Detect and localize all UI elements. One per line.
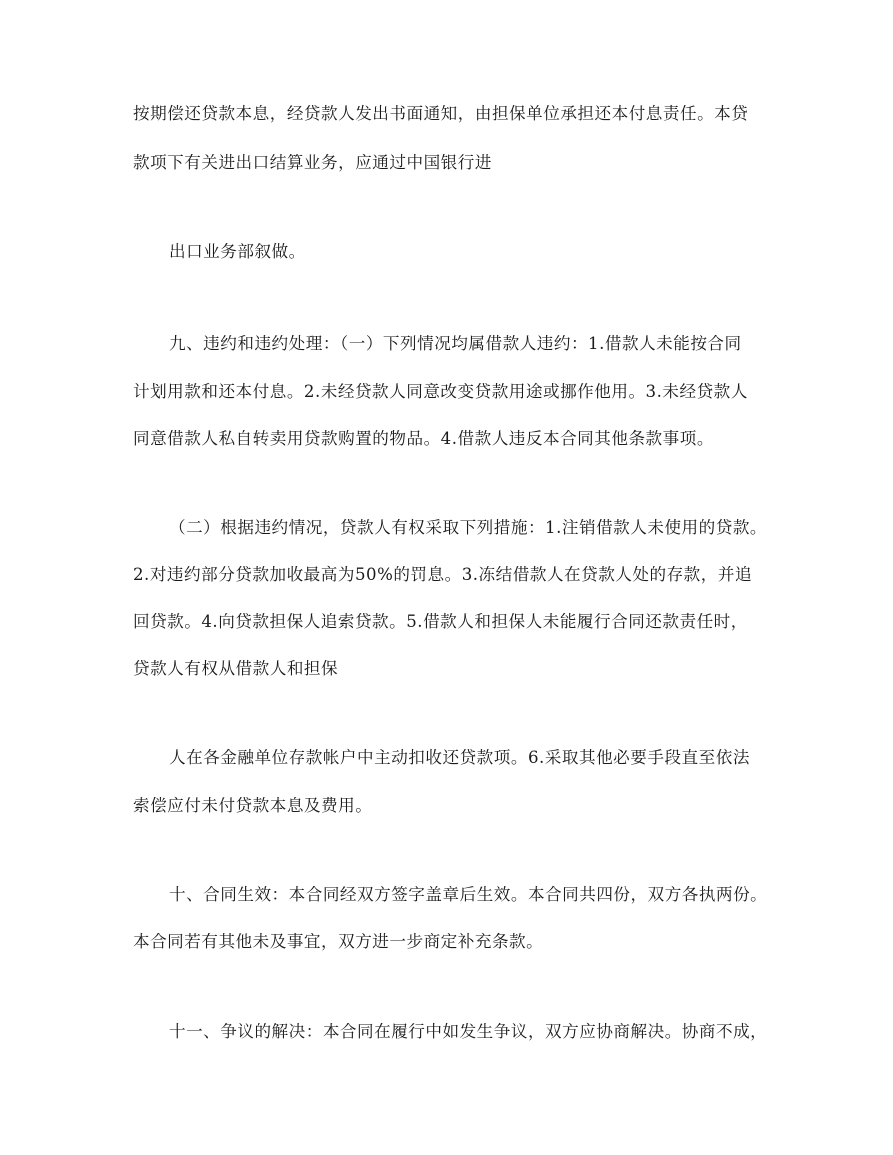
paragraph-breach-line-3: 同意借款人私自转卖用贷款购置的物品。4.借款人违反本合同其他条款事项。 xyxy=(133,429,714,448)
paragraph-dispute-line-1: 十一、争议的解决：本合同在履行中如发生争议，双方应协商解决。协商不成， xyxy=(169,1022,768,1041)
paragraph-import-export-line-1: 出口业务部叙做。 xyxy=(169,242,306,261)
paragraph-breach-line-2: 计划用款和还本付息。2.未经贷款人同意改变贷款用途或挪作他用。3.未经贷款人 xyxy=(133,382,748,401)
paragraph-deduction-line-1: 人在各金融单位存款帐户中主动扣收还贷款项。6.采取其他必要手段直至依法 xyxy=(169,748,750,767)
paragraph-effectiveness-line-1: 十、合同生效：本合同经双方签字盖章后生效。本合同共四份，双方各执两份。 xyxy=(169,885,768,904)
paragraph-remedies-line-1: （二）根据违约情况，贷款人有权采取下列措施：1.注销借款人未使用的贷款。 xyxy=(169,518,768,537)
paragraph-repayment-line-2: 款项下有关进出口结算业务，应通过中国银行进 xyxy=(133,153,492,172)
paragraph-breach-line-1: 九、违约和违约处理：（一）下列情况均属借款人违约：1.借款人未能按合同 xyxy=(169,334,742,353)
paragraph-effectiveness-line-2: 本合同若有其他未及事宜，双方进一步商定补充条款。 xyxy=(133,932,544,951)
paragraph-deduction-line-2: 索偿应付未付贷款本息及费用。 xyxy=(133,796,373,815)
paragraph-repayment-line-1: 按期偿还贷款本息，经贷款人发出书面通知，由担保单位承担还本付息责任。本贷 xyxy=(133,104,749,123)
paragraph-remedies-line-2: 2.对违约部分贷款加收最高为50%的罚息。3.冻结借款人在贷款人处的存款，并追 xyxy=(133,565,753,584)
paragraph-remedies-line-4: 贷款人有权从借款人和担保 xyxy=(133,659,339,678)
paragraph-remedies-line-3: 回贷款。4.向贷款担保人追索贷款。5.借款人和担保人未能履行合同还款责任时， xyxy=(133,612,748,631)
